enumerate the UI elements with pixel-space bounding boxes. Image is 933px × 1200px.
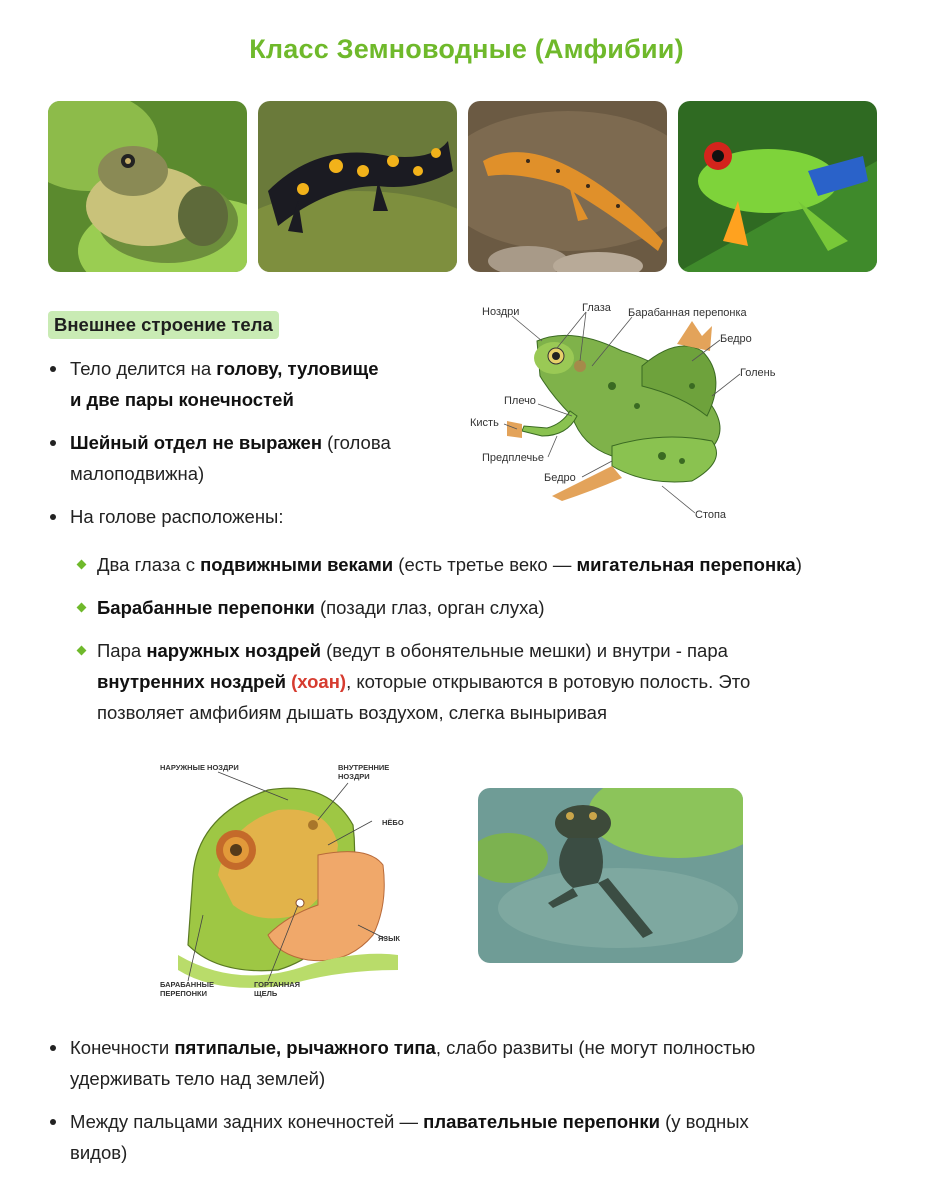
svg-text:ЯЗЫК: ЯЗЫК [378,934,401,943]
svg-text:НЁБО: НЁБО [382,818,404,827]
svg-text:Плечо: Плечо [504,395,536,407]
tree-frog-photo [678,101,877,272]
svg-text:НОЗДРИ: НОЗДРИ [338,772,370,781]
svg-text:ЩЕЛЬ: ЩЕЛЬ [254,989,278,998]
svg-text:БАРАБАННЫЕ: БАРАБАННЫЕ [160,980,214,989]
svg-text:Голень: Голень [740,367,776,379]
svg-text:ГОРТАННАЯ: ГОРТАННАЯ [254,980,301,989]
svg-text:Глаза: Глаза [582,302,611,314]
svg-text:Бедро: Бедро [544,472,576,484]
svg-text:ВНУТРЕННИЕ: ВНУТРЕННИЕ [338,763,390,772]
svg-text:Барабанная перепонка: Барабанная перепонка [628,307,747,319]
svg-text:НАРУЖНЫЕ НОЗДРИ: НАРУЖНЫЕ НОЗДРИ [160,763,239,772]
fire-salamander-photo [258,101,457,272]
svg-text:ПЕРЕПОНКИ: ПЕРЕПОНКИ [160,989,208,998]
page-title: Класс Земноводные (Амфибии) [249,34,684,64]
svg-text:Кисть: Кисть [470,417,499,429]
frog-mouth-diagram [158,755,420,1005]
svg-text:Ноздри: Ноздри [482,306,520,318]
newt-photo [468,101,667,272]
frog-anatomy-diagram [462,296,792,526]
svg-text:Стопа: Стопа [695,509,727,521]
section-label: Внешнее строение тела [48,311,279,339]
frog-on-leaf-photo [48,101,247,272]
svg-text:Предплечье: Предплечье [482,452,545,464]
frog-in-water-photo [478,788,743,963]
svg-text:Бедро: Бедро [720,333,752,345]
